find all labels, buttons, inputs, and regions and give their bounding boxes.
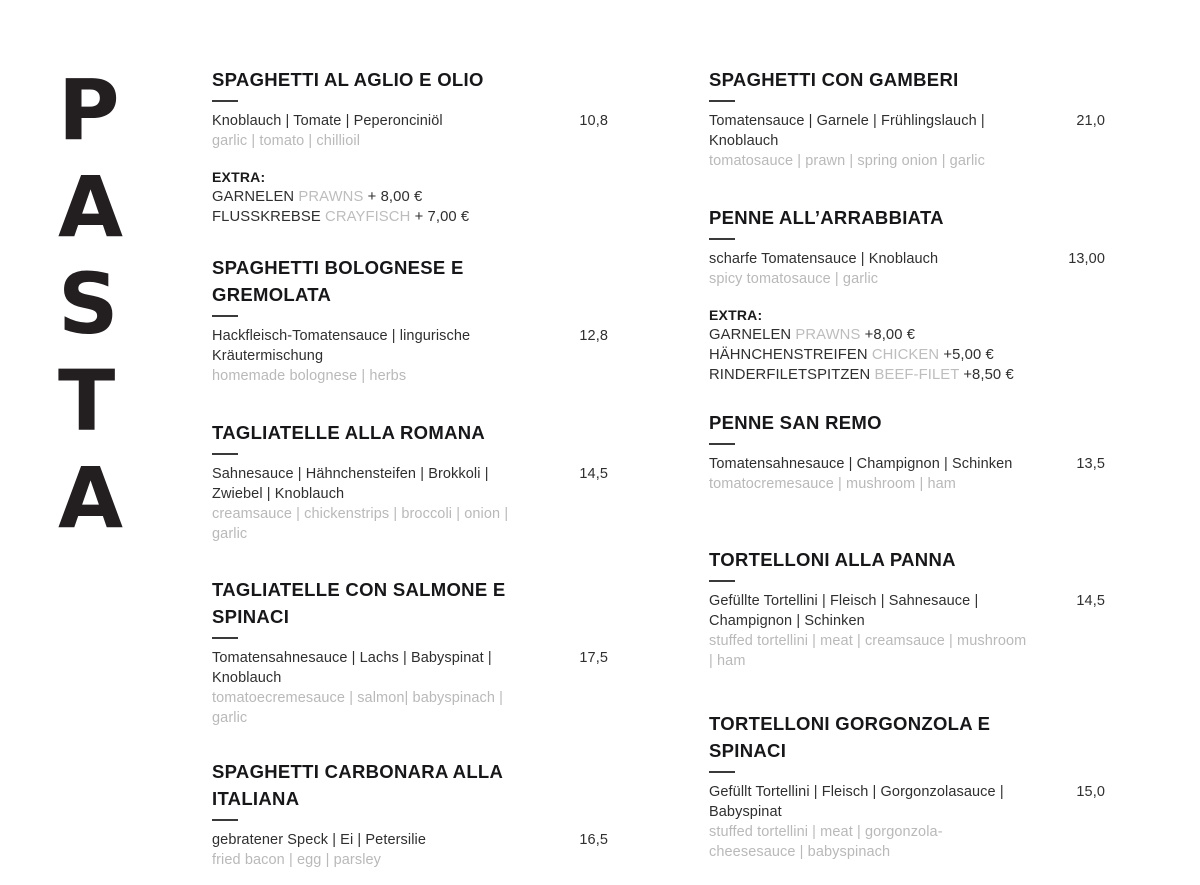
divider-rule xyxy=(709,238,735,240)
menu-column-left xyxy=(212,66,608,870)
divider-rule xyxy=(212,637,238,639)
menu-item xyxy=(212,758,608,870)
menu-item-extras xyxy=(212,167,608,227)
divider-rule xyxy=(212,819,238,821)
extras-label: EXTRA: xyxy=(212,169,266,185)
menu-item-price: 10,8 xyxy=(579,113,608,129)
menu-item-extras xyxy=(709,305,1105,385)
extras-item-name-de: FLUSSKREBSE xyxy=(212,209,326,225)
menu-item-body xyxy=(212,111,608,151)
menu-item-price: 14,5 xyxy=(1076,593,1105,609)
menu-item-description-en: tomatosauce | prawn | spring onion | garlic xyxy=(709,153,985,169)
menu-column-right xyxy=(709,66,1105,862)
menu-item xyxy=(709,409,1105,494)
divider-rule xyxy=(709,443,735,445)
menu-item-description-de: Sahnesauce | Hähnchensteifen | Brokkoli | Zwiebel | Knoblauch xyxy=(212,466,489,502)
menu-item-name: PENNE ALL’ARRABBIATA xyxy=(709,207,944,228)
extras-item-price: +8,50 € xyxy=(959,367,1014,383)
menu-item-name: TORTELLONI ALLA PANNA xyxy=(709,549,956,570)
extras-item xyxy=(212,207,608,227)
menu-item-price: 21,0 xyxy=(1076,113,1105,129)
menu-item-name: SPAGHETTI AL AGLIO E OLIO xyxy=(212,69,484,90)
divider-rule xyxy=(212,100,238,102)
menu-item-name: SPAGHETTI CARBONARA ALLA ITALIANA xyxy=(212,761,503,809)
menu-item xyxy=(709,204,1105,385)
menu-item-description-en: tomatocremesauce | mushroom | ham xyxy=(709,476,956,492)
menu-item-description-en: homemade bolognese | herbs xyxy=(212,368,407,384)
section-title-letter: P xyxy=(58,61,120,159)
menu-item-body xyxy=(709,591,1105,671)
menu-item xyxy=(709,710,1105,862)
divider-rule xyxy=(709,771,735,773)
extras-item-price: + 7,00 € xyxy=(410,209,470,225)
menu-item-name: SPAGHETTI CON GAMBERI xyxy=(709,69,959,90)
menu-item-name: TAGLIATELLE CON SALMONE E SPINACI xyxy=(212,579,506,627)
menu-item-body xyxy=(212,648,608,728)
menu-item-price: 13,5 xyxy=(1076,456,1105,472)
section-title-letter: A xyxy=(58,158,124,256)
menu-item-description-en: spicy tomatosauce | garlic xyxy=(709,271,879,287)
extras-item-name-en: BEEF-FILET xyxy=(874,367,960,383)
extras-item-name-de: RINDERFILETSPITZEN xyxy=(709,367,875,383)
menu-item-description-en: creamsauce | chickenstrips | broccoli | onion | garlic xyxy=(212,506,509,542)
menu-item-price: 12,8 xyxy=(579,328,608,344)
extras-item-name-de: GARNELEN xyxy=(709,327,796,343)
menu-item xyxy=(212,66,608,227)
menu-item-description-de: gebratener Speck | Ei | Petersilie xyxy=(212,832,427,848)
extras-item-name-en: PRAWNS xyxy=(298,189,364,205)
extras-item-name-en: CHICKEN xyxy=(871,347,940,363)
menu-item-body xyxy=(709,454,1105,494)
extras-item xyxy=(709,365,1105,385)
menu-item-name: PENNE SAN REMO xyxy=(709,412,882,433)
menu-item-body xyxy=(709,782,1105,862)
menu-item-description-de: Tomatensahnesauce | Champignon | Schinken xyxy=(709,456,1013,472)
divider-rule xyxy=(212,453,238,455)
menu-item-price: 14,5 xyxy=(579,466,608,482)
menu-item-description-en: garlic | tomato | chillioil xyxy=(212,133,361,149)
menu-item-description-de: Gefüllt Tortellini | Fleisch | Gorgonzolasauce | Babyspinat xyxy=(709,784,1004,820)
extras-item-price: + 8,00 € xyxy=(363,189,423,205)
menu-item-description-de: Tomatensahnesauce | Lachs | Babyspinat | Knoblauch xyxy=(212,650,492,686)
menu-item-body xyxy=(709,111,1105,171)
extras-item-price: +5,00 € xyxy=(939,347,994,363)
extras-item-price: +8,00 € xyxy=(860,327,916,343)
menu-item-description-de: Tomatensauce | Garnele | Frühlingslauch | Knoblauch xyxy=(709,113,985,149)
extras-item-name-en: PRAWNS xyxy=(795,327,861,343)
menu-item-description-de: Hackfleisch-Tomatensauce | lingurische Kräutermischung xyxy=(212,328,471,364)
section-title-letter: S xyxy=(58,255,119,353)
menu-item-description-en: tomatoecremesauce | salmon| babyspinach | garlic xyxy=(212,690,504,726)
menu-item-name: SPAGHETTI BOLOGNESE E GREMOLATA xyxy=(212,257,464,305)
menu-item-description-en: stuffed tortellini | meat | gorgonzola-cheesesauce | babyspinach xyxy=(709,824,943,860)
menu-item xyxy=(212,419,608,544)
menu-item-description-de: scharfe Tomatensauce | Knoblauch xyxy=(709,251,939,267)
menu-item-description-en: fried bacon | egg | parsley xyxy=(212,852,382,868)
menu-item-description-de: Gefüllte Tortellini | Fleisch | Sahnesauce | Champignon | Schinken xyxy=(709,593,979,629)
menu-item-body xyxy=(212,830,608,870)
menu-item-price: 16,5 xyxy=(579,832,608,848)
menu-item-description-en: stuffed tortellini | meat | creamsauce | mushroom | ham xyxy=(709,633,1027,669)
menu-item-body xyxy=(709,249,1105,289)
menu-item-price: 17,5 xyxy=(579,650,608,666)
menu-item xyxy=(709,546,1105,671)
extras-item xyxy=(709,325,1105,345)
extras-item-name-de: HÄHNCHENSTREIFEN xyxy=(709,347,872,363)
extras-item-name-en: CRAYFISCH xyxy=(325,209,411,225)
menu-item-body xyxy=(212,464,608,544)
menu-item-price: 15,0 xyxy=(1076,784,1105,800)
extras-item xyxy=(709,345,1105,365)
menu-item-price: 13,00 xyxy=(1068,251,1105,267)
divider-rule xyxy=(709,580,735,582)
extras-item xyxy=(212,187,608,207)
section-title-letter: A xyxy=(58,449,124,547)
section-title-letter: T xyxy=(58,352,116,450)
extras-item-name-de: GARNELEN xyxy=(212,189,299,205)
menu-item-body xyxy=(212,326,608,386)
menu-item xyxy=(709,66,1105,171)
divider-rule xyxy=(709,100,735,102)
divider-rule xyxy=(212,315,238,317)
menu-item xyxy=(212,576,608,728)
menu-item-name: TORTELLONI GORGONZOLA E SPINACI xyxy=(709,713,991,761)
menu-item-description-de: Knoblauch | Tomate | Peperonciniöl xyxy=(212,113,443,129)
menu-item xyxy=(212,254,608,386)
extras-label: EXTRA: xyxy=(709,307,763,323)
menu-item-name: TAGLIATELLE ALLA ROMANA xyxy=(212,422,486,443)
